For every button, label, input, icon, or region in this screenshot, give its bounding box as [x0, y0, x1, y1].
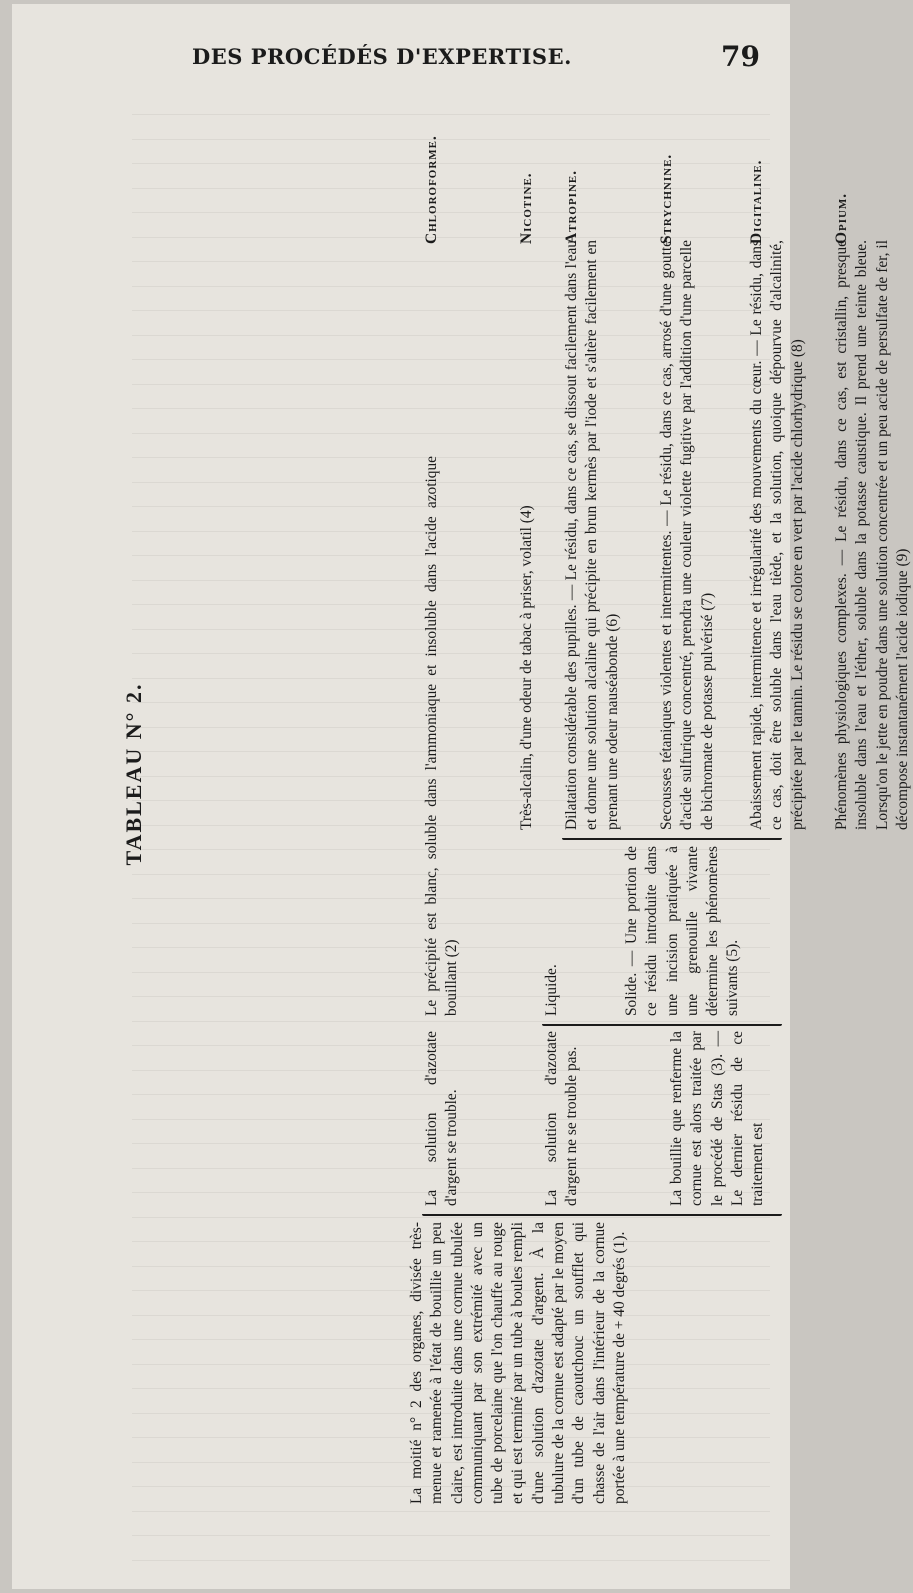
branch-stas: La bouillie que renferme la cornue est alors traitée par le procédé de Stas (3). — Le dernier résidu de ce traitement est — [668, 1031, 767, 1206]
result-chloroforme: Chloroforme. — [423, 135, 440, 244]
branch-trouble: La solution d'azotate d'argent se trouble. — [423, 1031, 461, 1206]
result-atropine: Atropine. — [563, 169, 580, 244]
result-opium: Opium. — [833, 192, 850, 244]
ghost-line — [132, 1560, 770, 1577]
brace — [422, 1214, 782, 1216]
branch-liquid: Liquide. — [543, 964, 560, 1016]
ghost-line — [132, 1511, 770, 1528]
result-precipitate: Le précipité est blanc, soluble dans l'ammoniaque et insoluble dans l'acide azotique bouillant (2) — [423, 456, 461, 1016]
sign-digitaline: Abaissement rapide, intermittence et irrégularité des mouvements du cœur. — Le résidu, dans ce cas, doit être soluble dans l'eau tiède, et la solution, quoique dépourvue d'alcalinité, précipitée par le tannin. Le résidu se colore en vert par l'acide chlorhydrique (8) — [748, 240, 806, 830]
ghost-line — [132, 1535, 770, 1552]
book-page — [12, 4, 911, 1589]
brace — [562, 838, 782, 840]
page-header — [12, 40, 790, 84]
sign-strychnine: Secousses tétaniques violentes et intermittentes. — Le résidu, dans ce cas, arrosé d'une goutte d'acide sulfurique concentré, prendra une couleur violette fugitive par l'addition d'une parcelle de bichromate de potasse pulvérisé (7) — [658, 240, 716, 830]
procedure-text: La moitié n° 2 des organes, divisée très-menue et ramenée à l'état de bouillie un peu claire, est introduite dans une cornue tubulée communiquant par son extrémité avec un tube de porcelaine que l'on chauffe au rouge et qui est terminé par un tube à boules rempli d'une solution d'azotate d'argent. À la tubulure de la cornue est adapté par le moyen d'un tube de caoutchouc un soufflet qui chasse de l'air dans l'intérieur de la cornue portée à une température de + 40 degrés (1). — [408, 1222, 628, 1504]
branch-no-trouble: La solution d'azotate d'argent ne se trouble pas. — [543, 1031, 581, 1206]
brace — [542, 1024, 782, 1026]
rotated-table — [121, 94, 911, 1504]
running-head: DES PROCÉDÉS D'EXPERTISE. — [192, 44, 572, 69]
page-number: 79 — [721, 40, 760, 73]
result-strychnine: Strychnine. — [658, 153, 675, 244]
result-nicotine: Nicotine. — [518, 172, 535, 244]
sign-opium: Phénomènes physiologiques complexes. — Le résidu, dans ce cas, est cristallin, presque insoluble dans l'eau et l'éther, soluble dans la potasse caustique. Il prend une teinte bleue. Lorsqu'on le jette en poudre dans une solution concentrée et un peu acide de persulfate de fer, il décompose instantanément l'acide iodique (9) — [833, 240, 911, 830]
sign-atropine: Dilatation considérable des pupilles. — Le résidu, dans ce cas, se dissout facilement dans l'eau et donne une solution alcaline qui précipite en brun kermès par l'iode et s'altère facilement en prenant une odeur nauséabonde (6) — [563, 240, 621, 830]
branch-solid: Solide. — Une portion de ce résidu introduite dans une incision pratiquée à une grenouille vivante détermine les phénomènes suivants (5). — [623, 846, 742, 1016]
sign-nicotine: Très-alcalin, d'une odeur de tabac à priser, volatil (4) — [518, 505, 535, 830]
table-title: TABLEAU N° 2. — [121, 682, 146, 866]
result-digitaline: Digitaline. — [748, 159, 765, 244]
